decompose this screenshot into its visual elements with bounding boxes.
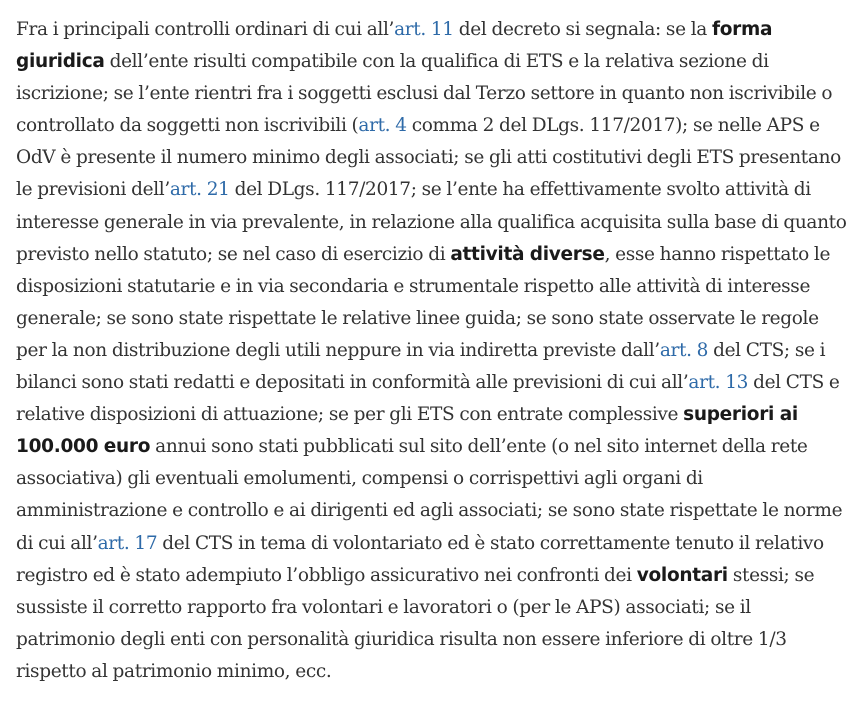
bold-attivita-diverse: attività diverse [450, 243, 605, 265]
text-segment: comma 2 del DLgs. 117/2017); se nelle APS e OdV è presente il numero minimo degli associati; se gli atti costitutivi degli ETS presentano le previsioni dell’ [16, 115, 841, 201]
link-art-17[interactable]: art. 17 [97, 532, 158, 554]
text-segment: del DLgs. 117/2017; se l’ente ha effettivamente svolto attività di interesse generale in via prevalente, in relazione alla qualifica acquisita sulla base di quanto previsto nello statuto; se nel caso di esercizio di [16, 179, 847, 265]
text-segment: del CTS; se i bilanci sono stati redatti e depositati in conformità alle previsioni di cui all’ [16, 339, 826, 394]
link-art-8[interactable]: art. 8 [659, 339, 709, 361]
link-art-4[interactable]: art. 4 [358, 115, 407, 137]
text-segment: del CTS in tema di volontariato ed è stato correttamente tenuto il relativo registro ed è stato adempiuto l’obbligo assicurativo nei confronti dei [16, 532, 824, 586]
text-segment: Fra i principali controlli ordinari di cui all’ [16, 19, 395, 40]
text-segment: del decreto si segnala: se la [453, 19, 712, 40]
bold-volontari: volontari [636, 564, 728, 586]
text-segment: dell’ente risulti compatibile con la qualifica di ETS e la relativa sezione di iscrizione; se l’ente rientri fra i soggetti esclusi dal Terzo settore in quanto non iscrivibile o controllato da soggetti non iscrivibili ( [16, 51, 833, 137]
article-paragraph [16, 14, 848, 688]
text-segment: del CTS e relative disposizioni di attuazione; se per gli ETS con entrate complessive [16, 372, 840, 426]
text-segment: stessi; se sussiste il corretto rapporto fra volontari e lavoratori o (per le APS) associati; se il patrimonio degli enti con personalità giuridica risulta non essere inferiore di oltre 1/3 rispetto al patrimonio minimo, ecc. [16, 564, 815, 682]
text-segment: , esse hanno rispettato le disposizioni statutarie e in via secondaria e strumentale rispetto alle attività di interesse generale; se sono state rispettate le relative linee guida; se sono state osservate le regole per la non distribuzione degli utili neppure in via indiretta previste dall’ [16, 243, 831, 361]
link-art-11[interactable]: art. 11 [394, 19, 454, 40]
link-art-21[interactable]: art. 21 [169, 179, 230, 201]
text-segment: annui sono stati pubblicati sul sito dell’ente (o nel sito internet della rete associativa) gli eventuali emolumenti, compensi o corrispettivi agli organi di amministrazione e controllo e ai dirigenti ed agli associati; se sono state rispettate le norme di cui all’ [16, 436, 843, 554]
bold-superiori-100000-euro: superiori ai 100.000 euro [16, 404, 798, 458]
link-art-13[interactable]: art. 13 [688, 372, 749, 394]
bold-forma-giuridica: forma giuridica [16, 19, 773, 73]
